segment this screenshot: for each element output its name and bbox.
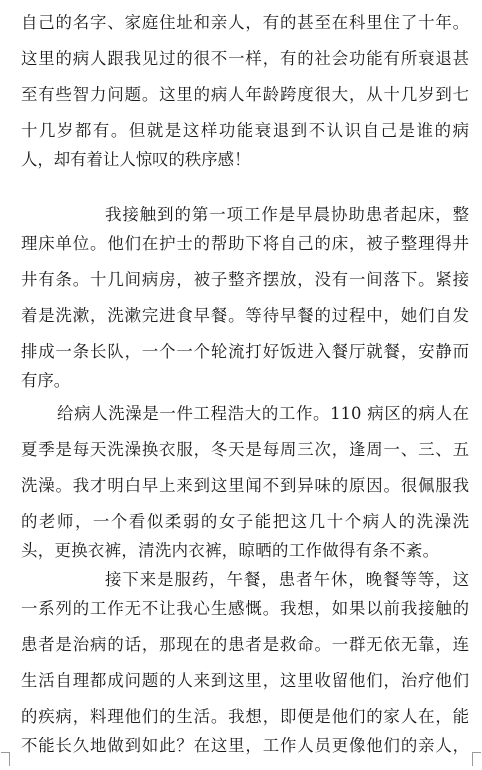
text-line: 的疾病，料理他们的生活。我想，即便是他们的家人在，能 — [21, 707, 469, 726]
text-line: 这里的病人跟我见过的很不一样，有的社会功能有所衰退甚 — [21, 49, 469, 68]
text-line: 排成一条长队，一个一个轮流打好饭进入餐厅就餐，安静而 — [21, 342, 469, 361]
text-line: 着是洗漱，洗漱完进食早餐。等待早餐的过程中，她们自发 — [21, 306, 469, 325]
text-line: 有序。 — [21, 371, 71, 390]
text-line: 的老师，一个看似柔弱的女子能把这几十个病人的洗澡洗 — [21, 512, 469, 531]
text-line: 井有条。十几间病房，被子整齐摆放，没有一间落下。紧接 — [21, 270, 469, 289]
text-line: 患者是治病的话，那现在的患者是救命。一群无依无靠，连 — [21, 635, 469, 654]
text-line: 一系列的工作无不让我心生感慨。我想，如果以前我接触的 — [21, 599, 469, 618]
text-line: 至有些智力问题。这里的病人年龄跨度很大，从十几岁到七 — [21, 85, 469, 104]
text-line: 自己的名字、家庭住址和亲人，有的甚至在科里住了十年。 — [21, 13, 469, 32]
text-line: 头，更换衣裤，清洗内衣裤，晾晒的工作做得有条不紊。 — [21, 541, 439, 560]
text-line: 理床单位。他们在护士的帮助下将自己的床，被子整理得井 — [21, 234, 469, 253]
text-line: 接下来是服药，午餐，患者午休，晚餐等等，这 — [105, 570, 469, 589]
crop-mark — [472, 752, 481, 753]
text-line: 生活自理都成问题的人来到这里，这里收留他们，治疗他们 — [21, 671, 469, 690]
text-line: 夏季是每天洗澡换衣服，冬天是每周三次，逢周一、三、五 — [21, 440, 469, 459]
crop-mark — [1, 752, 10, 753]
text-line: 十几岁都有。但就是这样功能衰退到不认识自己是谁的病 — [21, 121, 469, 140]
crop-mark — [472, 752, 473, 766]
crop-mark — [9, 752, 10, 766]
text-line: 我接触到的第一项工作是早晨协助患者起床，整 — [105, 205, 469, 224]
text-line: 不能长久地做到如此？在这里，工作人员更像他们的亲人， — [21, 736, 469, 755]
text-line: 人，却有着让人惊叹的秩序感！ — [21, 150, 251, 169]
text-line: 给病人洗澡是一件工程浩大的工作。110 病区的病人在 — [57, 404, 469, 423]
text-line: 洗澡。我才明白早上来到这里闻不到异味的原因。很佩服我 — [21, 476, 469, 495]
